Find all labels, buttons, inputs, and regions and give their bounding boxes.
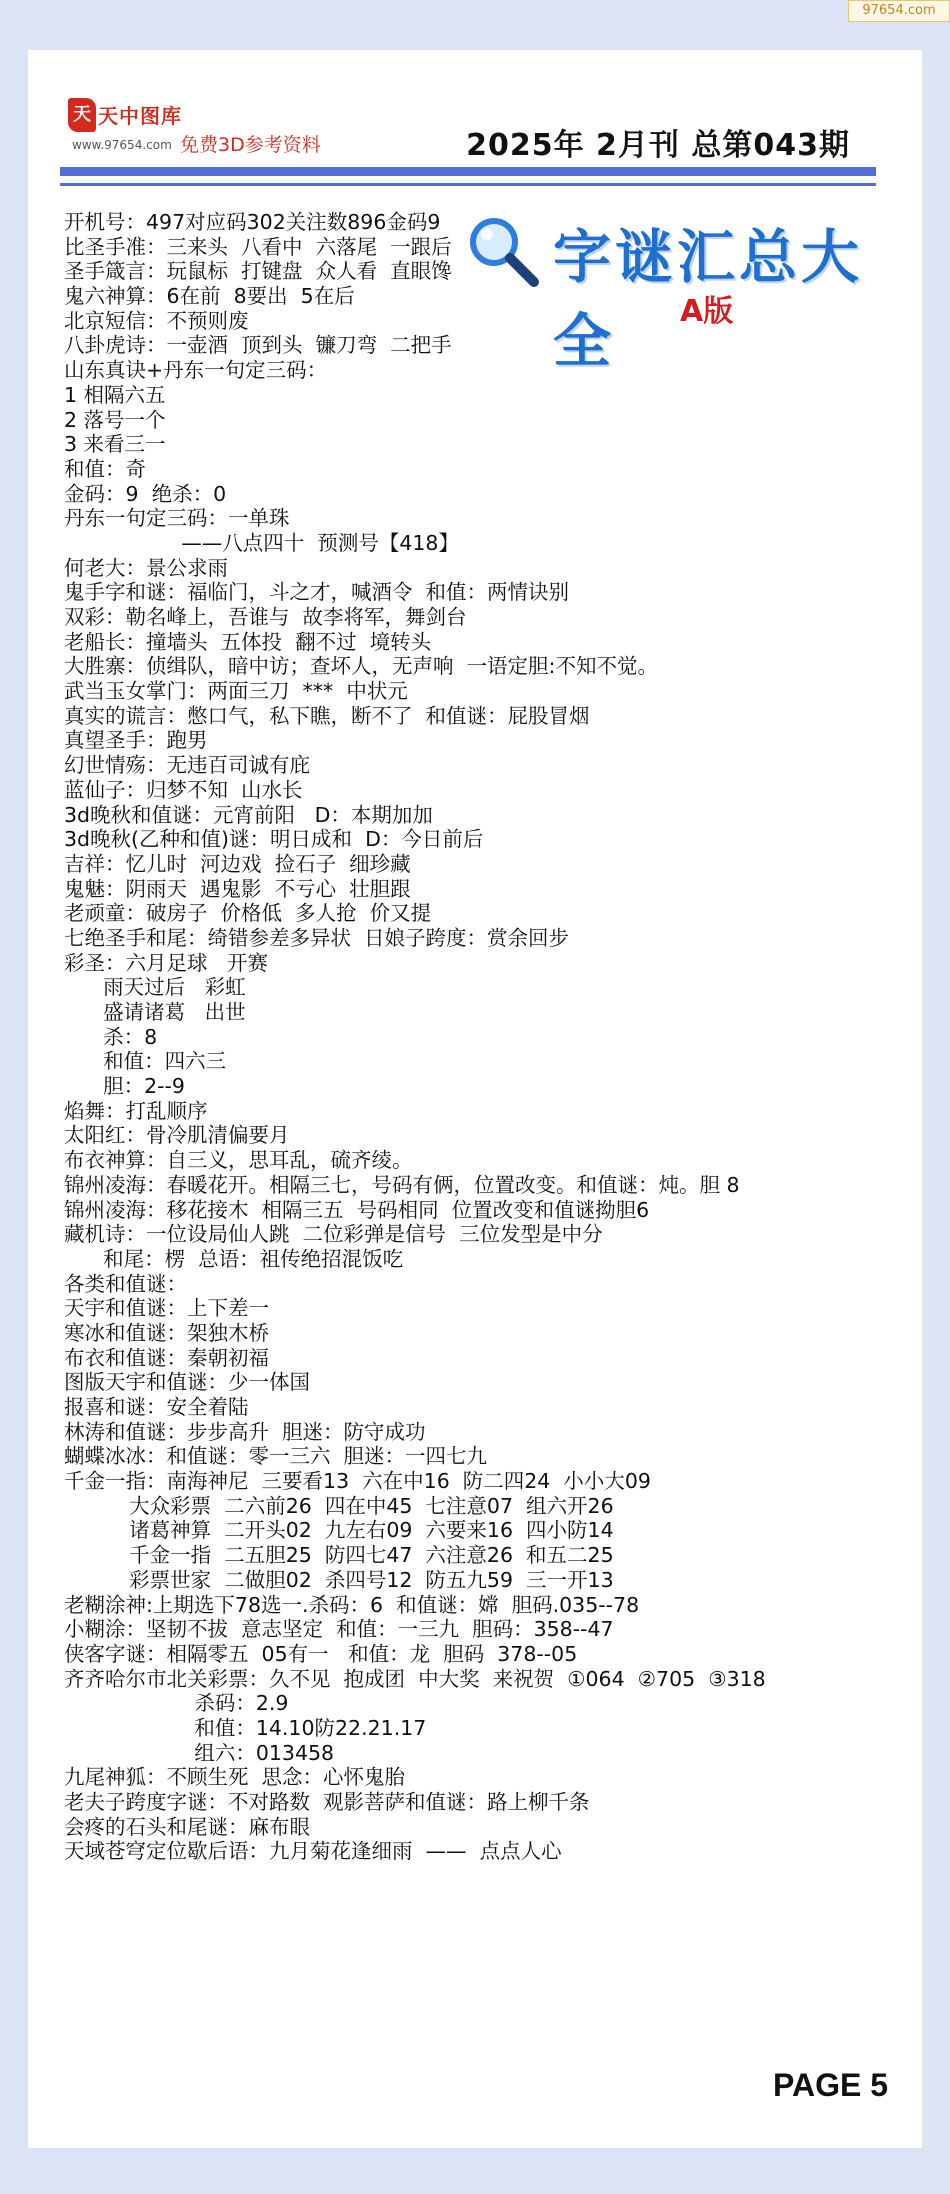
riddle-line: 齐齐哈尔市北关彩票：久不见 抱成团 中大奖 来祝贺 ①064 ②705 ③318 <box>64 1666 766 1691</box>
riddle-list <box>64 210 894 1864</box>
riddle-line: 组六：013458 <box>64 1740 335 1765</box>
riddle-line: 武当玉女掌门：两面三刀 *** 中状元 <box>64 679 408 704</box>
riddle-line: 鬼手字和谜：福临门，斗之才，喊酒令 和值：两情诀别 <box>64 580 570 605</box>
riddle-line: 蓝仙子：归梦不知 山水长 <box>64 777 303 802</box>
riddle-line: 千金一指：南海神尼 三要看13 六在中16 防二四24 小小大09 <box>64 1469 651 1494</box>
riddle-line: 和值：14.10防22.21.17 <box>64 1715 427 1740</box>
watermark-badge: 97654.com <box>848 0 950 22</box>
riddle-line: 报喜和谜：安全着陆 <box>64 1395 249 1419</box>
document-page <box>28 50 922 2148</box>
riddle-line: 圣手箴言：玩鼠标 打键盘 众人看 直眼馋 <box>64 259 452 284</box>
riddle-line: 老糊涂神:上期选下78选一.杀码：6 和值谜：嫦 胆码.035--78 <box>64 1592 640 1617</box>
logo-name: 天中图库 <box>98 104 182 128</box>
riddle-line: 盛请诸葛 出世 <box>64 1000 246 1024</box>
logo-mark-icon: 天 <box>68 98 96 132</box>
riddle-line: 雨天过后 彩虹 <box>64 975 246 1000</box>
logo-url: www.97654.com <box>72 138 172 152</box>
riddle-line: 幻世情殇：无违百司诚有庇 <box>64 753 310 778</box>
riddle-line: ——八点四十 预测号【418】 <box>64 530 459 555</box>
riddle-line: 真实的谎言：憋口气，私下瞧，断不了 和值谜：屁股冒烟 <box>64 703 590 728</box>
riddle-line: 布衣和值谜：秦朝初福 <box>64 1345 269 1370</box>
page-number: PAGE 5 <box>773 2067 888 2103</box>
riddle-line: 太阳红：骨冷肌清偏要月 <box>64 1123 290 1148</box>
tagline: 免费3D参考资料 <box>180 134 321 156</box>
riddle-line: 会疼的石头和尾谜：麻布眼 <box>64 1814 310 1839</box>
riddle-line: 和值：奇 <box>64 456 146 481</box>
header-rule-thin <box>60 183 876 186</box>
riddle-line: 和尾：楞 总语：祖传绝招混饭吃 <box>64 1246 404 1271</box>
riddle-line: 藏机诗：一位设局仙人跳 二位彩弹是信号 三位发型是中分 <box>64 1222 603 1247</box>
riddle-line: 千金一指 二五胆25 防四七47 六注意26 和五二25 <box>64 1543 614 1568</box>
site-logo[interactable] <box>68 94 323 162</box>
riddle-line: 3d晚秋和值谜：元宵前阳 D：本期加加 <box>64 802 433 827</box>
riddle-line: 侠客字谜：相隔零五 05有一 和值：龙 胆码 378--05 <box>64 1641 578 1666</box>
riddle-line: 山东真诀+丹东一句定三码： <box>64 358 328 383</box>
riddle-line: 八卦虎诗：一壶酒 顶到头 镰刀弯 二把手 <box>64 333 452 358</box>
riddle-line: 锦州凌海：移花接木 相隔三五 号码相同 位置改变和值谜拗胆6 <box>64 1197 650 1222</box>
riddle-line: 开机号：497对应码302关注数896金码9 <box>64 210 441 234</box>
riddle-line: 天域苍穹定位歇后语：九月菊花逢细雨 —— 点点人心 <box>64 1839 562 1864</box>
riddle-line: 杀：8 <box>64 1024 158 1049</box>
riddle-line: 大胜寨：侦缉队，暗中访；查坏人，无声响 一语定胆:不知不觉。 <box>64 654 658 679</box>
riddle-line: 彩票世家 二做胆02 杀四号12 防五九59 三一开13 <box>64 1567 614 1592</box>
riddle-line: 比圣手准：三来头 八看中 六落尾 一跟后 <box>64 234 452 259</box>
page-title: 字谜汇总大全 <box>553 223 864 375</box>
header-rule-thick <box>60 167 876 176</box>
riddle-line: 2 落号一个 <box>64 407 166 432</box>
riddle-line: 金码：9 绝杀：0 <box>64 481 227 506</box>
riddle-line: 林涛和值谜：步步高升 胆迷：防守成功 <box>64 1419 426 1444</box>
riddle-line: 图版天宇和值谜：少一体国 <box>64 1370 310 1395</box>
riddle-line: 各类和值谜： <box>64 1271 187 1296</box>
riddle-line: 九尾神狐：不顾生死 思念：心怀鬼胎 <box>64 1765 406 1790</box>
riddle-line: 真望圣手：跑男 <box>64 728 208 753</box>
riddle-line: 双彩：勒名峰上，吾谁与 故李将军，舞剑台 <box>64 605 467 629</box>
riddle-line: 大众彩票 二六前26 四在中45 七注意07 组六开26 <box>64 1493 614 1518</box>
riddle-line: 锦州凌海：春暖花开。相隔三七，号码有俩，位置改变。和值谜：炖。胆 8 <box>64 1172 740 1197</box>
riddle-line: 1 相隔六五 <box>64 382 166 407</box>
riddle-line: 3 来看三一 <box>64 432 166 457</box>
riddle-line: 布衣神算：自三义，思耳乱，硫齐绫。 <box>64 1148 413 1173</box>
riddle-line: 寒冰和值谜：架独木桥 <box>64 1320 269 1345</box>
issue-number: 2025年 2月刊 总第043期 <box>466 128 850 163</box>
riddle-line: 彩圣：六月足球 开赛 <box>64 950 269 975</box>
riddle-line: 丹东一句定三码：一单珠 <box>64 506 290 531</box>
riddle-line: 老船长：撞墙头 五体投 翻不过 境转头 <box>64 629 432 654</box>
riddle-line: 蝴蝶冰冰：和值谜：零一三六 胆迷：一四七九 <box>64 1444 488 1469</box>
riddle-line: 北京短信：不预则废 <box>64 308 249 333</box>
riddle-line: 七绝圣手和尾：绮错参差多异状 日娘子跨度：赏余回步 <box>64 925 570 950</box>
riddle-line: 何老大：景公求雨 <box>64 555 228 580</box>
riddle-line: 焰舞：打乱顺序 <box>64 1098 208 1123</box>
riddle-line: 3d晚秋(乙种和值)谜：明日成和 D：今日前后 <box>64 827 484 852</box>
riddle-line: 杀码：2.9 <box>64 1691 289 1716</box>
riddle-line: 小糊涂：坚韧不拔 意志坚定 和值：一三九 胆码：358--47 <box>64 1617 614 1642</box>
riddle-line: 诸葛神算 二开头02 九左右09 六要来16 四小防14 <box>64 1518 614 1543</box>
riddle-line: 和值：四六三 <box>64 1049 227 1074</box>
riddle-line: 鬼魅：阴雨天 遇鬼影 不亏心 壮胆跟 <box>64 876 411 901</box>
riddle-line: 吉祥：忆儿时 河边戏 捡石子 细珍藏 <box>64 851 411 876</box>
riddle-line: 鬼六神算：6在前 8要出 5在后 <box>64 284 355 309</box>
edition-label: A版 <box>680 294 734 329</box>
riddle-line: 老顽童：破房子 价格低 多人抢 价又提 <box>64 901 432 926</box>
riddle-line: 胆：2--9 <box>64 1074 185 1099</box>
riddle-line: 老夫子跨度字谜：不对路数 观影菩萨和值谜：路上柳千条 <box>64 1790 590 1814</box>
riddle-line: 天宇和值谜：上下差一 <box>64 1296 269 1321</box>
